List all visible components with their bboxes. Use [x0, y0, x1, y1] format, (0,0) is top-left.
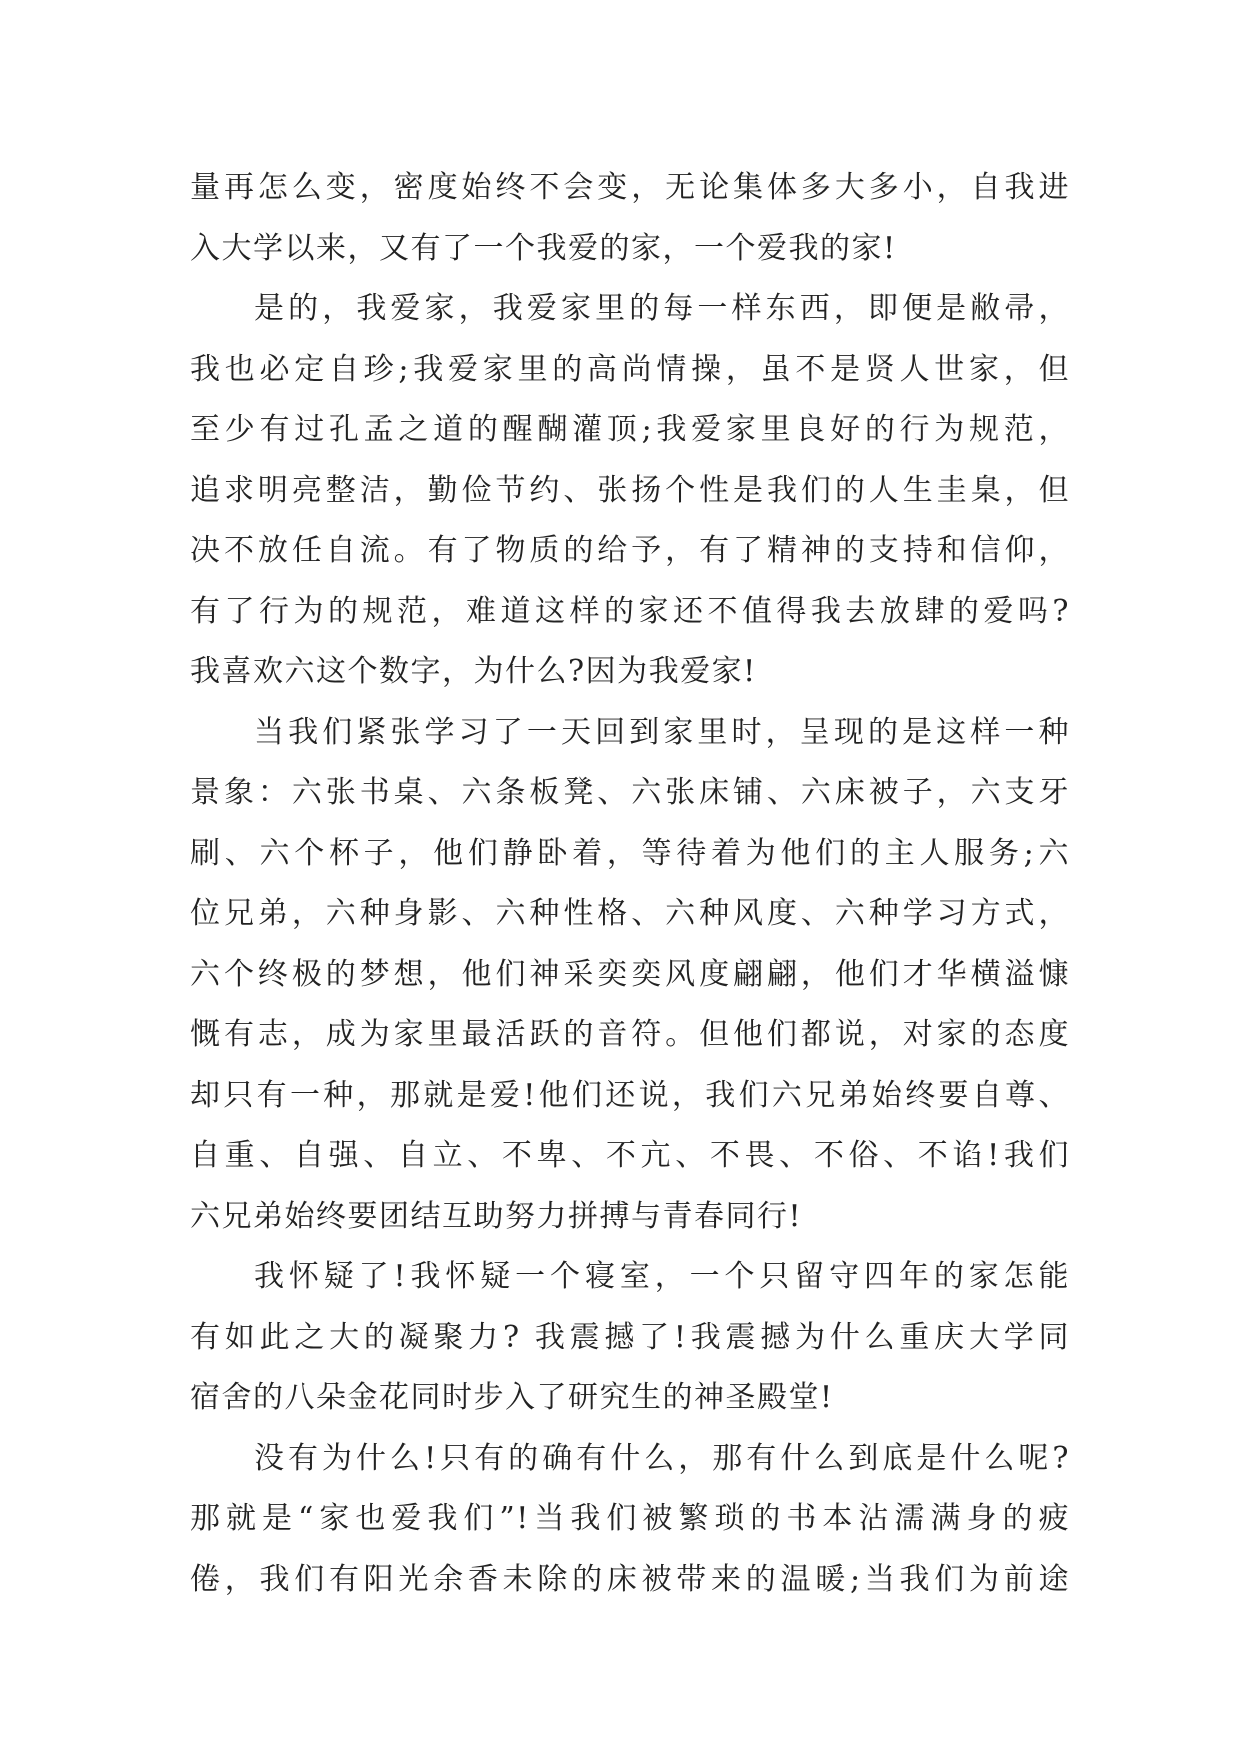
text-line: 没有为什么!只有的确有什么，那有什么到底是什么呢? [254, 1440, 1070, 1476]
text-line: 有如此之大的凝聚力? 我震撼了!我震撼为什么重庆大学同 [190, 1319, 1070, 1355]
text-line: 景象：六张书桌、六条板凳、六张床铺、六床被子，六支牙 [190, 775, 1070, 810]
text-line: 六个终极的梦想，他们神采奕奕风度翩翩，他们才华横溢慷 [190, 956, 1070, 992]
text-line: 那就是“家也爱我们”!当我们被繁琐的书本沾濡满身的疲 [190, 1501, 1070, 1536]
text-line: 决不放任自流。有了物质的给予，有了精神的支持和信仰， [190, 533, 1070, 568]
text-line: 入大学以来，又有了一个我爱的家，一个爱我的家! [190, 230, 897, 266]
text-line: 至少有过孔孟之道的醒醐灌顶;我爱家里良好的行为规范， [190, 412, 1070, 447]
text-line: 慨有志，成为家里最活跃的音符。但他们都说，对家的态度 [190, 1017, 1070, 1052]
text-line: 宿舍的八朵金花同时步入了研究生的神圣殿堂! [190, 1380, 834, 1415]
text-line: 量再怎么变，密度始终不会变，无论集体多大多小，自我进 [190, 170, 1070, 205]
text-line: 我怀疑了!我怀疑一个寝室，一个只留守四年的家怎能 [254, 1259, 1070, 1294]
text-line: 自重、自强、自立、不卑、不亢、不畏、不俗、不谄!我们 [190, 1138, 1070, 1173]
text-line: 却只有一种，那就是爱!他们还说，我们六兄弟始终要自尊、 [190, 1077, 1070, 1113]
text-line: 我也必定自珍;我爱家里的高尚情操，虽不是贤人世家，但 [190, 351, 1070, 387]
body-text [190, 158, 1070, 1610]
text-line: 我喜欢六这个数字，为什么?因为我爱家! [190, 654, 757, 689]
text-line: 刷、六个杯子，他们静卧着，等待着为他们的主人服务;六 [190, 835, 1070, 871]
text-line: 追求明亮整洁，勤俭节约、张扬个性是我们的人生圭臬，但 [190, 472, 1070, 508]
text-line: 当我们紧张学习了一天回到家里时，呈现的是这样一种 [254, 714, 1070, 750]
text-line: 是的，我爱家，我爱家里的每一样东西，即便是敝帚， [254, 291, 1070, 326]
text-line: 有了行为的规范，难道这样的家还不值得我去放肆的爱吗? [190, 593, 1070, 629]
text-line: 六兄弟始终要团结互助努力拼搏与青春同行! [190, 1198, 803, 1234]
text-line: 位兄弟，六种身影、六种性格、六种风度、六种学习方式， [190, 896, 1070, 931]
text-line: 倦，我们有阳光余香未除的床被带来的温暖;当我们为前途 [190, 1561, 1070, 1597]
